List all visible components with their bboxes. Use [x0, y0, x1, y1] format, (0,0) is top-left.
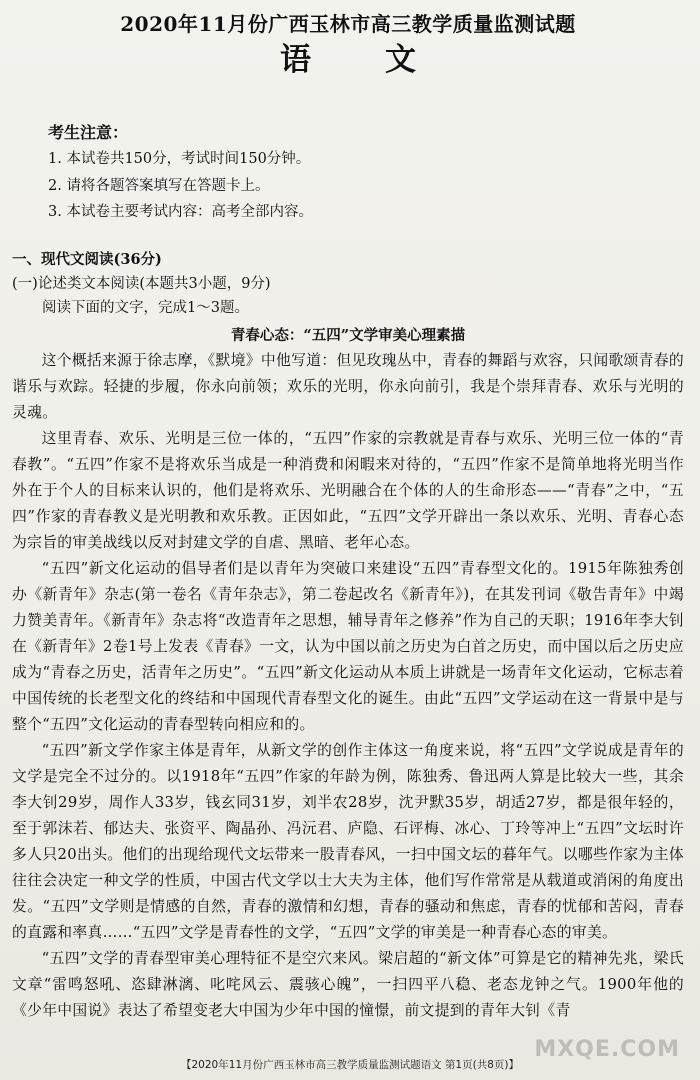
article-paragraph: 这个概括来源于徐志摩，《默境》中他写道：但见玫瑰丛中，青春的舞蹈与欢容，只闻歌颂青春的谐乐与欢踪。轻捷的步履，你永向前领；欢乐的光明，你永向前引，我是个崇拜青春、欢乐与光明的灵魂。 [12, 351, 684, 421]
subject-title: 语文 [280, 42, 490, 78]
exam-title: 2020年11月份广西玉林市高三教学质量监测试题 [120, 12, 576, 36]
article-paragraph: “五四”文学的青春型审美心理特征不是空穴来风。梁启超的“新文体”可算是它的精神先兆，梁氏文章“雷鸣怒吼、恣肆淋漓、叱咤风云、震骇心魄”，一扫四平八稳、老态龙钟之气。1900年他的《少年中国说》表达了希望变老大中国为少年中国的憧憬，前文提到的青年大钊《青 [12, 949, 684, 1019]
notice-item: 1. 本试卷共150分，考试时间150分钟。 [48, 151, 311, 167]
article-paragraph: “五四”新文化运动的倡导者们是以青年为突破口来建设“五四”青春型文化的。1915年陈独秀创办《新青年》杂志(第一卷名《青年杂志》，第二卷起改名《新青年》)，在其发刊词《敬告青年》中竭力赞美青年。《新青年》杂志将“改造青年之思想，辅导青年之修养”作为自己的天职；1916年李大钊在《新青年》2卷1号上发表《青春》一文，认为中国以前之历史为白首之历史，而中国以后之历史应成为“青春之历史，活青年之历史”。“五四”新文化运动从本质上讲就是一场青年文化运动，它标志着中国传统的长老型文化的终结和中国现代青春型文化的诞生。由此“五四”文学运动在这一背景中是与整个“五四”文化运动的青春型转向相应和的。 [12, 559, 684, 733]
article-paragraph: “五四”新文学作家主体是青年，从新文学的创作主体这一角度来说，将“五四”文学说成是青年的文学是完全不过分的。以1918年“五四”作家的年龄为例，陈独秀、鲁迅两人算是比较大一些，其余李大钊29岁，周作人33岁，钱玄同31岁，刘半农28岁，沈尹默35岁，胡适27岁，都是很年轻的，至于郭沫若、郁达夫、张资平、陶晶孙、冯沅君、庐隐、石评梅、冰心、丁玲等冲上“五四”文坛时许多人只20出头。他们的出现给现代文坛带来一股青春风，一扫中国文坛的暮年气。以哪些作家为主体往往会决定一种文学的性质，中国古代文学以士大夫为主体，他们写作常常是从载道或消闲的角度出发。“五四”文学则是情感的自然，青春的激情和幻想，青春的骚动和焦虑，青春的忧郁和苦闷，青春的直露和率真……“五四”文学是青春性的文学，“五四”文学的审美是一种青春心态的审美。 [12, 741, 684, 941]
section-heading: 一、现代文阅读(36分) [12, 250, 162, 268]
article-title: 青春心态：“五四”文学审美心理素描 [230, 326, 466, 344]
article-paragraph: 这里青春、欢乐、光明是三位一体的，“五四”作家的宗教就是青春与欢乐、光明三位一体的“青春教”。“五四”作家不是将欢乐当成是一种消费和闲暇来对待的，“五四”作家不是简单地将光明当作外在于个人的目标来认识的，他们是将欢乐、光明融合在个体的人的生命形态——“青春”之中，“五四”作家的青春教义是光明教和欢乐教。正因如此，“五四”文学开辟出一条以欢乐、光明、青春心态为宗旨的审美战线以反对封建文学的自虐、黑暗、老年心态。 [12, 429, 684, 551]
candidate-notice [48, 120, 684, 226]
notice-item: 2. 请将各题答案填写在答题卡上。 [48, 177, 270, 194]
page-footer: 【2020年11月份广西玉林市高三教学质量监测试题语文 第1页(共8页)】 [181, 1059, 519, 1071]
reading-instruction: 阅读下面的文字，完成1～3题。 [42, 299, 249, 316]
notice-item: 3. 本试卷主要考试内容：高考全部内容。 [48, 204, 313, 220]
subsection-heading: (一)论述类文本阅读(本题共3小题，9分) [12, 275, 271, 292]
watermark-logo: MXQE.COM [534, 1037, 680, 1062]
notice-heading: 考生注意： [48, 123, 129, 142]
